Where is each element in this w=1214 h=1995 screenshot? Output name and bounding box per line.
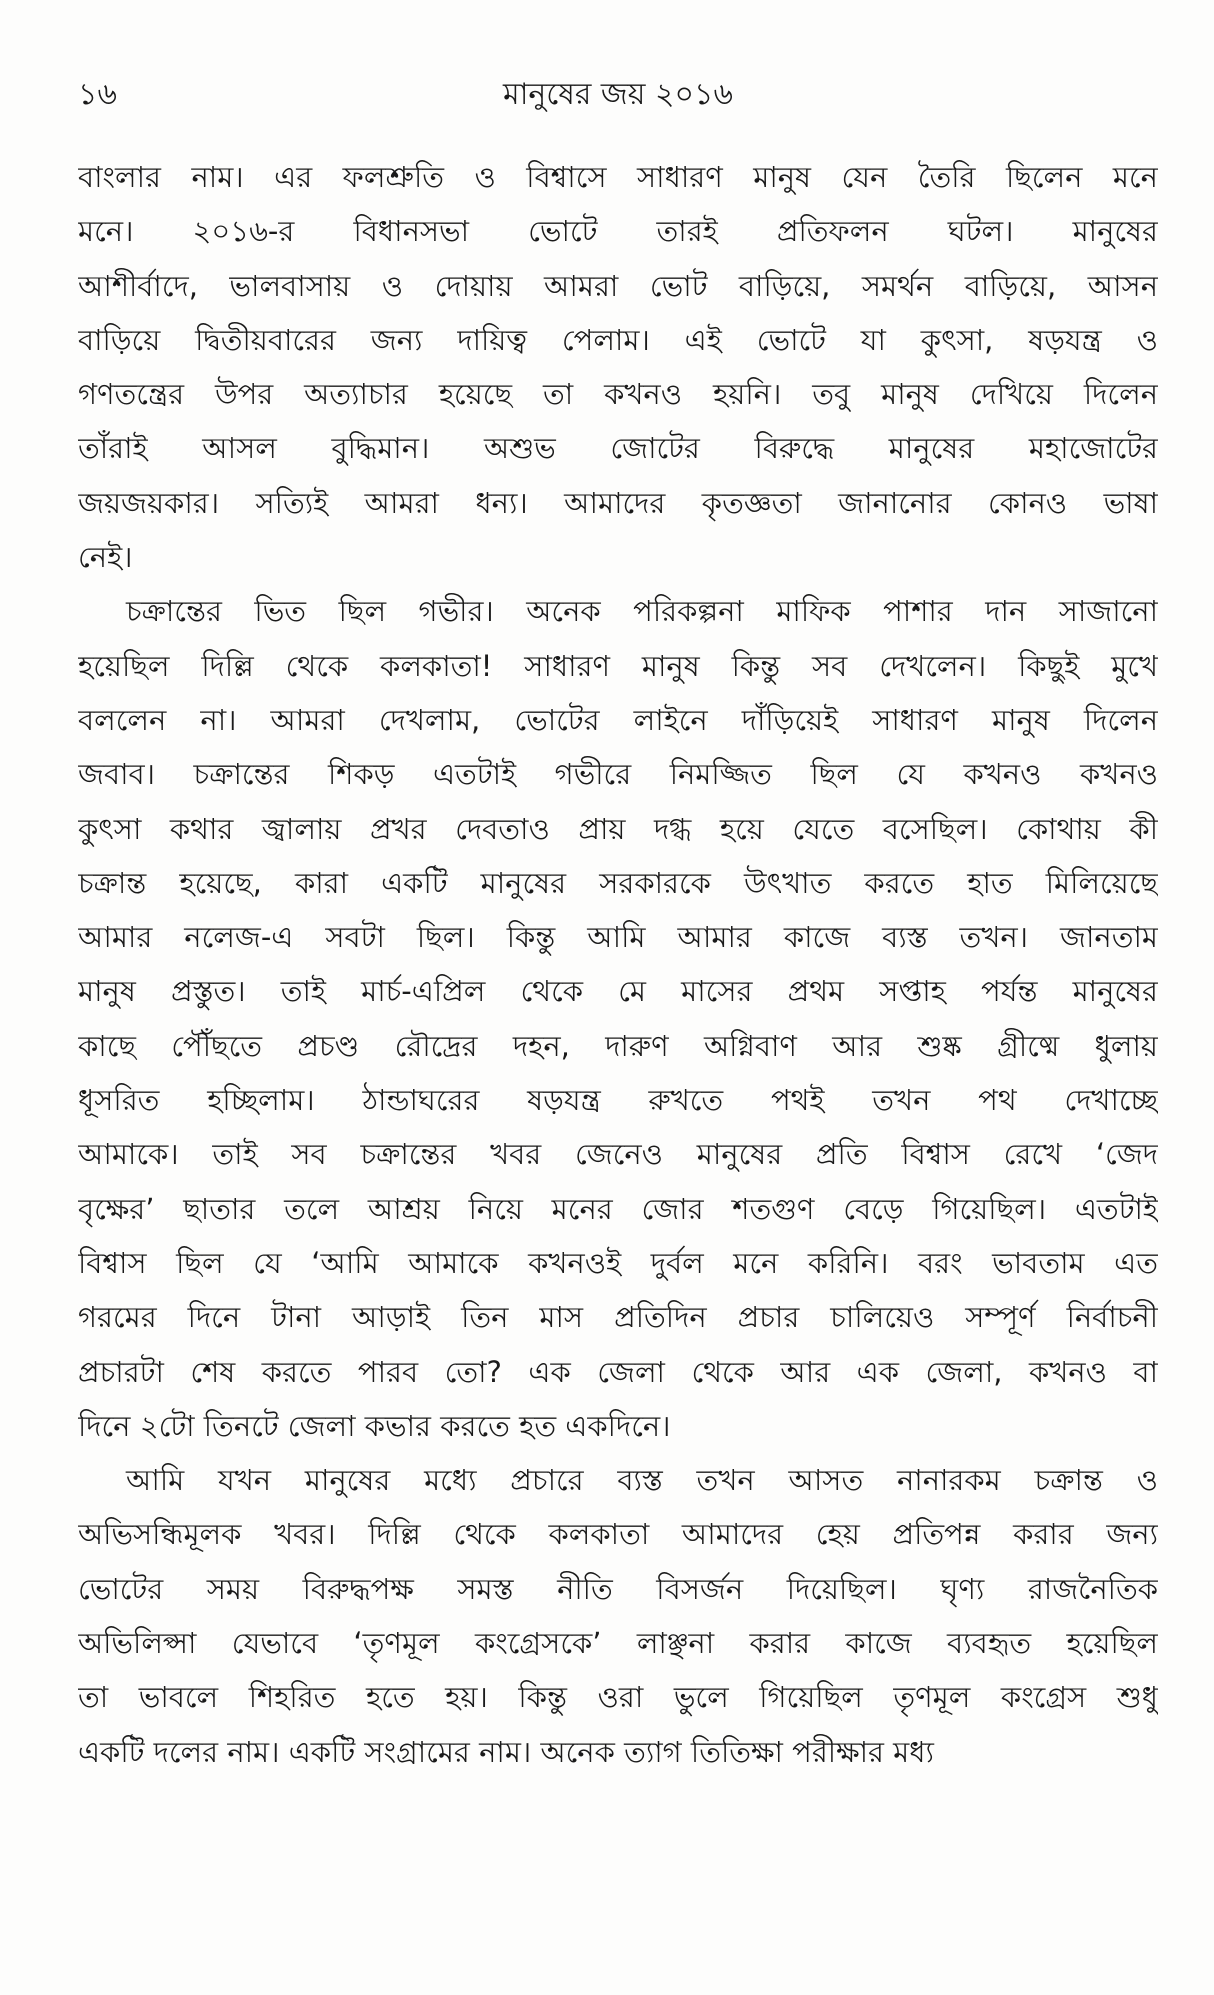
text-line: জবাব। চক্রান্তের শিকড় এতটাই গভীরে নিমজ্জিত ছিল যে কখনও কখনও bbox=[78, 757, 1158, 792]
text-line: কুৎসা কথার জ্বালায় প্রখর দেবতাও প্রায় দগ্ধ হয়ে যেতে বসেছিল। কোথায় কী bbox=[78, 811, 1158, 846]
text-line: একটি দলের নাম। একটি সংগ্রামের নাম। অনেক ত্যাগ তিতিক্ষা পরীক্ষার মধ্য bbox=[78, 1734, 934, 1769]
text-line: চক্রান্তের ভিত ছিল গভীর। অনেক পরিকল্পনা মাফিক পাশার দান সাজানো bbox=[126, 594, 1158, 629]
page-number: ১৬ bbox=[78, 77, 117, 112]
paragraph bbox=[78, 1453, 1158, 1779]
text-line: ধূসরিত হচ্ছিলাম। ঠান্ডাঘরের ষড়যন্ত্র রুখতে পথই তখন পথ দেখাচ্ছে bbox=[78, 1083, 1158, 1118]
text-line: প্রচারটা শেষ করতে পারব তো? এক জেলা থেকে আর এক জেলা, কখনও বা bbox=[78, 1354, 1158, 1389]
text-line: মানুষ প্রস্তুত। তাই মার্চ-এপ্রিল থেকে মে মাসের প্রথম সপ্তাহ পর্যন্ত মানুষের bbox=[78, 974, 1158, 1009]
text-line: অভিসন্ধিমূলক খবর। দিল্লি থেকে কলকাতা আমাদের হেয় প্রতিপন্ন করার জন্য bbox=[78, 1517, 1158, 1552]
text-line: চক্রান্ত হয়েছে, কারা একটি মানুষের সরকারকে উৎখাত করতে হাত মিলিয়েছে bbox=[78, 865, 1158, 900]
text-line: তাঁরাই আসল বুদ্ধিমান। অশুভ জোটের বিরুদ্ধে মানুষের মহাজোটের bbox=[78, 431, 1158, 466]
body-text bbox=[78, 150, 1158, 1779]
text-line: বললেন না। আমরা দেখলাম, ভোটের লাইনে দাঁড়িয়েই সাধারণ মানুষ দিলেন bbox=[78, 702, 1158, 737]
text-line: আমার নলেজ-এ সবটা ছিল। কিন্তু আমি আমার কাজে ব্যস্ত তখন। জানতাম bbox=[78, 920, 1158, 955]
text-line: জয়জয়কার। সত্যিই আমরা ধন্য। আমাদের কৃতজ্ঞতা জানানোর কোনও ভাষা bbox=[78, 485, 1158, 520]
text-line: গরমের দিনে টানা আড়াই তিন মাস প্রতিদিন প্রচার চালিয়েও সম্পূর্ণ নির্বাচনী bbox=[78, 1300, 1158, 1335]
text-line: অভিলিপ্সা যেভাবে ‘তৃণমূল কংগ্রেসকে’ লাঞ্ছনা করার কাজে ব্যবহৃত হয়েছিল bbox=[78, 1626, 1158, 1661]
text-line: ভোটের সময় বিরুদ্ধপক্ষ সমস্ত নীতি বিসর্জন দিয়েছিল। ঘৃণ্য রাজনৈতিক bbox=[78, 1571, 1158, 1606]
text-line: হয়েছিল দিল্লি থেকে কলকাতা! সাধারণ মানুষ কিন্তু সব দেখলেন। কিছুই মুখে bbox=[78, 648, 1158, 683]
text-line: বৃক্ষের’ ছাতার তলে আশ্রয় নিয়ে মনের জোর শতগুণ বেড়ে গিয়েছিল। এতটাই bbox=[78, 1191, 1158, 1226]
text-line: আমি যখন মানুষের মধ্যে প্রচারে ব্যস্ত তখন আসত নানারকম চক্রান্ত ও bbox=[126, 1463, 1158, 1498]
text-line: আমাকে। তাই সব চক্রান্তের খবর জেনেও মানুষের প্রতি বিশ্বাস রেখে ‘জেদ bbox=[78, 1137, 1158, 1172]
text-line: তা ভাবলে শিহরিত হতে হয়। কিন্তু ওরা ভুলে গিয়েছিল তৃণমূল কংগ্রেস শুধু bbox=[78, 1680, 1158, 1715]
paragraph bbox=[78, 584, 1158, 1453]
text-line: বিশ্বাস ছিল যে ‘আমি আমাকে কখনওই দুর্বল মনে করিনি। বরং ভাবতাম এত bbox=[78, 1245, 1158, 1280]
text-line: আশীর্বাদে, ভালবাসায় ও দোয়ায় আমরা ভোট বাড়িয়ে, সমর্থন বাড়িয়ে, আসন bbox=[78, 268, 1158, 303]
text-line: নেই। bbox=[78, 540, 133, 575]
text-line: গণতন্ত্রের উপর অত্যাচার হয়েছে তা কখনও হয়নি। তবু মানুষ দেখিয়ে দিলেন bbox=[78, 377, 1158, 412]
running-title: মানুষের জয় ২০১৬ bbox=[503, 77, 733, 112]
text-line: মনে। ২০১৬-র বিধানসভা ভোটে তারই প্রতিফলন ঘটল। মানুষের bbox=[78, 214, 1158, 249]
page-header bbox=[78, 70, 1158, 120]
text-line: দিনে ২টো তিনটে জেলা কভার করতে হত একদিনে। bbox=[78, 1408, 671, 1443]
paragraph bbox=[78, 150, 1158, 584]
text-line: বাংলার নাম। এর ফলশ্রুতি ও বিশ্বাসে সাধারণ মানুষ যেন তৈরি ছিলেন মনে bbox=[78, 160, 1158, 194]
text-line: কাছে পৌঁছতে প্রচণ্ড রৌদ্রের দহন, দারুণ অগ্নিবাণ আর শুষ্ক গ্রীষ্মে ধুলায় bbox=[78, 1028, 1158, 1063]
text-line: বাড়িয়ে দ্বিতীয়বারের জন্য দায়িত্ব পেলাম। এই ভোটে যা কুৎসা, ষড়যন্ত্র ও bbox=[78, 322, 1158, 357]
